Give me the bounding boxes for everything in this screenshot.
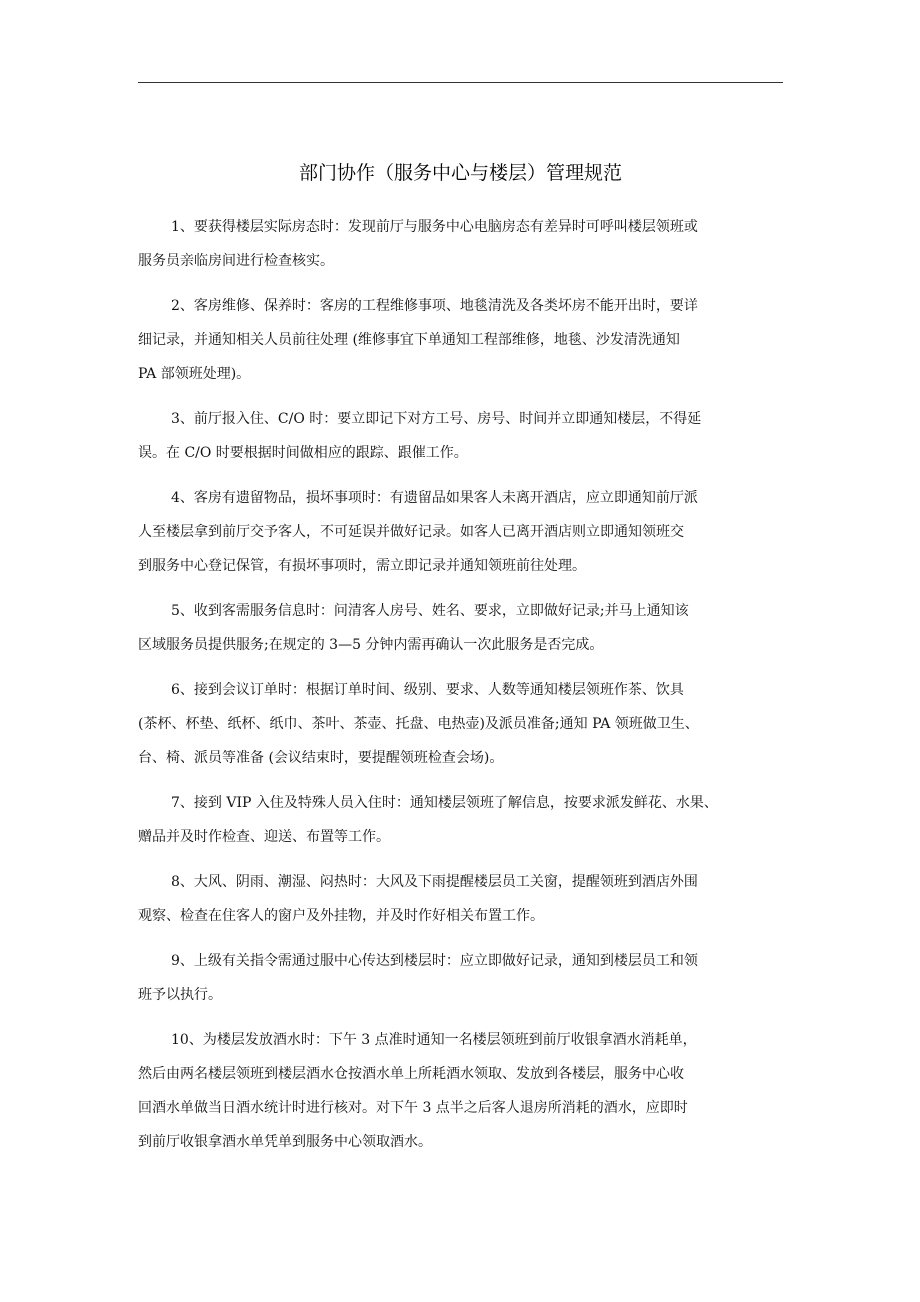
paragraph-1 <box>138 216 784 284</box>
paragraph-line: 区域服务员提供服务;在规定的 3—5 分钟内需再确认一次此服务是否完成。 <box>138 637 604 653</box>
paragraph-line: 服务员亲临房间进行检查核实。 <box>138 253 334 269</box>
paragraph-9 <box>138 950 784 1018</box>
paragraph-2 <box>138 295 784 397</box>
paragraph-line: 10、为楼层发放酒水时：下午 3 点准时通知一名楼层领班到前厅收银拿酒水消耗单， <box>171 1032 697 1048</box>
paragraph-line: 2、客房维修、保养时：客房的工程维修事项、地毯清洗及各类坏房不能开出时，要详 <box>171 298 698 314</box>
document-title: 部门协作（服务中心与楼层）管理规范 <box>298 162 622 184</box>
paragraph-line: 班予以执行。 <box>138 987 222 1003</box>
paragraph-line: PA 部领班处理)。 <box>138 366 251 382</box>
paragraph-3 <box>138 408 784 476</box>
paragraph-line: 9、上级有关指令需通过服中心传达到楼层时：应立即做好记录，通知到楼层员工和领 <box>171 953 698 969</box>
paragraph-line: 然后由两名楼层领班到楼层酒水仓按酒水单上所耗酒水领取、发放到各楼层，服务中心收 <box>138 1066 684 1082</box>
paragraph-4 <box>138 487 784 589</box>
paragraph-line: 6、接到会议订单时：根据订单时间、级别、要求、人数等通知楼层领班作茶、饮具 <box>171 682 684 698</box>
paragraph-line: 人至楼层拿到前厅交予客人，不可延误并做好记录。如客人已离开酒店则立即通知领班交 <box>138 524 684 540</box>
paragraph-line: 3、前厅报入住、C/O 时：要立即记下对方工号、房号、时间并立即通知楼层，不得延 <box>171 411 702 427</box>
paragraph-line: 到服务中心登记保管，有损坏事项时，需立即记录并通知领班前往处理。 <box>138 558 586 574</box>
paragraph-line: 赠品并及时作检查、迎送、布置等工作。 <box>138 829 390 845</box>
paragraph-line: 5、收到客需服务信息时：问清客人房号、姓名、要求，立即做好记录;并马上通知该 <box>171 603 689 619</box>
paragraph-line: 8、大风、阴雨、潮湿、闷热时：大风及下雨提醒楼层员工关窗，提醒领班到酒店外围 <box>171 874 698 890</box>
paragraph-line: 4、客房有遗留物品，损坏事项时：有遗留品如果客人未离开酒店，应立即通知前厅派 <box>171 490 698 506</box>
paragraph-7 <box>138 792 784 860</box>
paragraph-8 <box>138 871 784 939</box>
paragraph-line: 回酒水单做当日酒水统计时进行核对。对下午 3 点半之后客人退房所消耗的酒水，应即时 <box>138 1100 688 1116</box>
paragraph-line: 误。在 C/O 时要根据时间做相应的跟踪、跟催工作。 <box>138 445 468 461</box>
paragraph-10 <box>138 1029 784 1165</box>
paragraph-line: 7、接到 VIP 入住及特殊人员入住时：通知楼层领班了解信息，按要求派发鲜花、水果、 <box>171 795 718 811</box>
paragraph-line: (茶杯、杯垫、纸杯、纸巾、茶叶、茶壶、托盘、电热壶)及派员准备;通知 PA 领班做卫生、 <box>138 716 699 732</box>
document-body <box>138 216 784 1176</box>
paragraph-line: 观察、检查在住客人的窗户及外挂物，并及时作好相关布置工作。 <box>138 908 544 924</box>
paragraph-5 <box>138 600 784 668</box>
paragraph-line: 台、椅、派员等准备 (会议结束时，要提醒领班检查会场)。 <box>138 750 504 766</box>
paragraph-6 <box>138 679 784 781</box>
paragraph-line: 到前厅收银拿酒水单凭单到服务中心领取酒水。 <box>138 1134 432 1150</box>
header-rule <box>138 82 783 83</box>
paragraph-line: 细记录，并通知相关人员前往处理 (维修事宜下单通知工程部维修，地毯、沙发清洗通知 <box>138 332 680 348</box>
paragraph-line: 1、要获得楼层实际房态时：发现前厅与服务中心电脑房态有差异时可呼叫楼层领班或 <box>171 219 698 235</box>
